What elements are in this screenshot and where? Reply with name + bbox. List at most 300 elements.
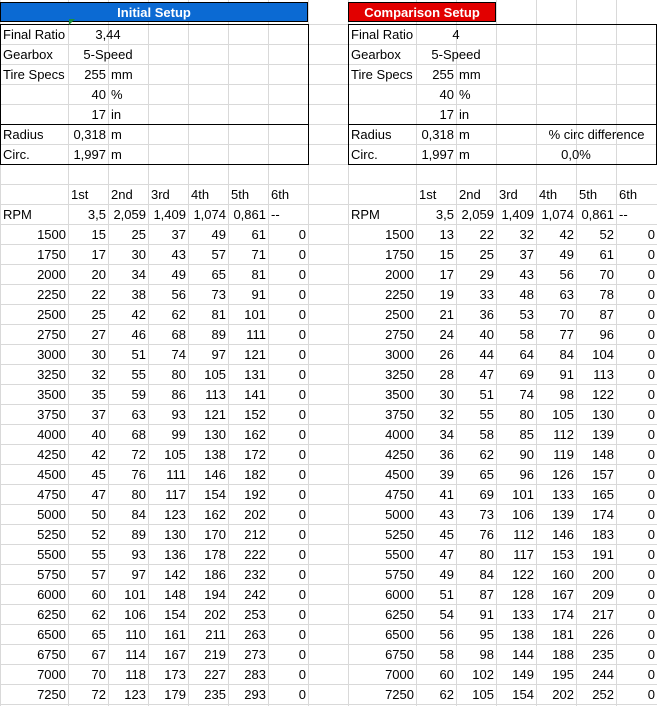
speed-cell[interactable]: 131 (244, 367, 266, 382)
speed-cell[interactable]: 153 (552, 547, 574, 562)
speed-cell[interactable]: 114 (125, 647, 146, 662)
speed-cell[interactable]: 32 (439, 407, 454, 422)
tire-rim-value[interactable]: 17 (439, 107, 454, 122)
speed-cell[interactable]: 62 (439, 687, 454, 702)
speed-cell[interactable]: 154 (512, 687, 534, 702)
speed-cell[interactable]: 0 (298, 267, 306, 282)
speed-cell[interactable]: 139 (552, 507, 574, 522)
rpm-cell[interactable]: 5750 (385, 567, 414, 582)
speed-cell[interactable]: 61 (599, 247, 614, 262)
speed-cell[interactable]: 30 (91, 347, 106, 362)
speed-cell[interactable]: 118 (125, 667, 146, 682)
speed-cell[interactable]: 0 (647, 467, 655, 482)
speed-cell[interactable]: 87 (479, 587, 494, 602)
rpm-cell[interactable]: 1500 (37, 227, 66, 242)
speed-cell[interactable]: 146 (204, 467, 226, 482)
speed-cell[interactable]: 51 (439, 587, 454, 602)
rpm-cell[interactable]: 1750 (37, 247, 66, 262)
rpm-cell[interactable]: 5500 (37, 547, 66, 562)
speed-cell[interactable]: 58 (479, 427, 494, 442)
speed-cell[interactable]: 202 (204, 607, 226, 622)
speed-cell[interactable]: 130 (164, 527, 186, 542)
speed-cell[interactable]: 51 (479, 387, 494, 402)
rpm-label[interactable]: RPM (351, 207, 380, 222)
rpm-cell[interactable]: 4250 (385, 447, 414, 462)
speed-cell[interactable]: 101 (512, 487, 534, 502)
speed-cell[interactable]: 0 (647, 247, 655, 262)
speed-cell[interactable]: 43 (171, 247, 186, 262)
speed-cell[interactable]: 67 (91, 647, 106, 662)
speed-cell[interactable]: 136 (164, 547, 186, 562)
speed-cell[interactable]: 211 (205, 627, 226, 642)
final-ratio-label[interactable]: Final Ratio (3, 27, 66, 42)
speed-cell[interactable]: 0 (298, 647, 306, 662)
speed-cell[interactable]: 0 (298, 287, 306, 302)
speed-cell[interactable]: 0 (647, 307, 655, 322)
rpm-cell[interactable]: 2750 (385, 327, 414, 342)
speed-cell[interactable]: 222 (244, 547, 266, 562)
speed-cell[interactable]: 70 (559, 307, 574, 322)
speed-cell[interactable]: 60 (439, 667, 454, 682)
speed-cell[interactable]: 106 (512, 507, 534, 522)
speed-cell[interactable]: 49 (211, 227, 226, 242)
gearbox-value[interactable]: 5-Speed (431, 47, 481, 62)
speed-cell[interactable]: 80 (131, 487, 146, 502)
gear-ratio-cell[interactable]: 0,861 (581, 207, 614, 222)
speed-cell[interactable]: 42 (91, 447, 106, 462)
gear-ratio-cell[interactable]: 1,409 (153, 207, 186, 222)
speed-cell[interactable]: 128 (512, 587, 534, 602)
speed-cell[interactable]: 76 (479, 527, 494, 542)
speed-cell[interactable]: 84 (559, 347, 574, 362)
speed-cell[interactable]: 0 (647, 567, 655, 582)
speed-cell[interactable]: 0 (298, 387, 306, 402)
speed-cell[interactable]: 192 (244, 487, 266, 502)
speed-cell[interactable]: 96 (599, 327, 614, 342)
circ-value[interactable]: 1,997 (421, 147, 454, 162)
speed-cell[interactable]: 70 (599, 267, 614, 282)
tire-aspect-unit[interactable]: % (111, 87, 123, 102)
speed-cell[interactable]: 144 (512, 647, 534, 662)
speed-cell[interactable]: 0 (647, 487, 655, 502)
rpm-cell[interactable]: 3000 (37, 347, 66, 362)
speed-cell[interactable]: 97 (131, 567, 146, 582)
speed-cell[interactable]: 95 (479, 627, 494, 642)
speed-cell[interactable]: 0 (647, 627, 655, 642)
speed-cell[interactable]: 273 (244, 647, 266, 662)
speed-cell[interactable]: 0 (298, 507, 306, 522)
speed-cell[interactable]: 91 (479, 607, 494, 622)
speed-cell[interactable]: 105 (164, 447, 186, 462)
speed-cell[interactable]: 60 (91, 587, 106, 602)
rpm-cell[interactable]: 5000 (37, 507, 66, 522)
speed-cell[interactable]: 0 (298, 487, 306, 502)
speed-cell[interactable]: 104 (592, 347, 614, 362)
speed-cell[interactable]: 0 (298, 547, 306, 562)
speed-cell[interactable]: 148 (164, 587, 186, 602)
speed-cell[interactable]: 105 (552, 407, 574, 422)
speed-cell[interactable]: 101 (124, 587, 146, 602)
speed-cell[interactable]: 217 (592, 607, 614, 622)
speed-cell[interactable]: 85 (519, 427, 534, 442)
rpm-cell[interactable]: 4500 (385, 467, 414, 482)
speed-cell[interactable]: 130 (204, 427, 226, 442)
speed-cell[interactable]: 17 (439, 267, 454, 282)
rpm-cell[interactable]: 6250 (37, 607, 66, 622)
speed-cell[interactable]: 174 (552, 607, 574, 622)
speed-cell[interactable]: 74 (171, 347, 186, 362)
tire-width-value[interactable]: 255 (84, 67, 106, 82)
speed-cell[interactable]: 64 (519, 347, 534, 362)
speed-cell[interactable]: 123 (164, 507, 186, 522)
radius-unit[interactable]: m (111, 127, 122, 142)
gear-header[interactable]: 3rd (151, 187, 170, 202)
speed-cell[interactable]: 25 (479, 247, 494, 262)
speed-cell[interactable]: 119 (553, 447, 574, 462)
speed-cell[interactable]: 111 (246, 327, 266, 342)
tire-rim-unit[interactable]: in (111, 107, 122, 122)
speed-cell[interactable]: 45 (91, 467, 106, 482)
gear-ratio-cell[interactable]: -- (619, 207, 628, 222)
speed-cell[interactable]: 70 (91, 667, 106, 682)
speed-cell[interactable]: 43 (519, 267, 534, 282)
speed-cell[interactable]: 227 (204, 667, 226, 682)
speed-cell[interactable]: 47 (91, 487, 106, 502)
speed-cell[interactable]: 194 (204, 587, 226, 602)
speed-cell[interactable]: 126 (552, 467, 574, 482)
speed-cell[interactable]: 202 (244, 507, 266, 522)
speed-cell[interactable]: 0 (298, 307, 306, 322)
speed-cell[interactable]: 160 (552, 567, 574, 582)
speed-cell[interactable]: 0 (298, 407, 306, 422)
speed-cell[interactable]: 41 (439, 487, 454, 502)
speed-cell[interactable]: 35 (91, 387, 106, 402)
speed-cell[interactable]: 209 (592, 587, 614, 602)
speed-cell[interactable]: 32 (91, 367, 106, 382)
speed-cell[interactable]: 56 (171, 287, 186, 302)
speed-cell[interactable]: 133 (512, 607, 534, 622)
rpm-cell[interactable]: 6000 (385, 587, 414, 602)
speed-cell[interactable]: 30 (131, 247, 146, 262)
gearbox-label[interactable]: Gearbox (3, 47, 53, 62)
radius-value[interactable]: 0,318 (73, 127, 106, 142)
speed-cell[interactable]: 29 (479, 267, 494, 282)
speed-cell[interactable]: 191 (592, 547, 614, 562)
rpm-cell[interactable]: 4750 (385, 487, 414, 502)
speed-cell[interactable]: 235 (592, 647, 614, 662)
tire-width-unit[interactable]: mm (459, 67, 481, 82)
speed-cell[interactable]: 105 (204, 367, 226, 382)
speed-cell[interactable]: 138 (204, 447, 226, 462)
speed-cell[interactable]: 15 (439, 247, 454, 262)
gear-header[interactable]: 5th (579, 187, 598, 202)
gear-header[interactable]: 6th (271, 187, 290, 202)
speed-cell[interactable]: 226 (592, 627, 614, 642)
speed-cell[interactable]: 42 (131, 307, 146, 322)
speed-cell[interactable]: 53 (519, 307, 534, 322)
radius-label[interactable]: Radius (3, 127, 44, 142)
speed-cell[interactable]: 117 (513, 547, 534, 562)
circ-value[interactable]: 1,997 (73, 147, 106, 162)
speed-cell[interactable]: 0 (298, 627, 306, 642)
rpm-cell[interactable]: 4500 (37, 467, 66, 482)
gear-ratio-cell[interactable]: 1,409 (501, 207, 534, 222)
speed-cell[interactable]: 71 (251, 247, 266, 262)
speed-cell[interactable]: 21 (439, 307, 454, 322)
circ-difference-label[interactable]: % circ difference (548, 127, 645, 142)
final-ratio-value[interactable]: 3,44 (95, 27, 121, 42)
speed-cell[interactable]: 57 (91, 567, 106, 582)
speed-cell[interactable]: 26 (439, 347, 454, 362)
speed-cell[interactable]: 34 (439, 427, 454, 442)
rpm-cell[interactable]: 2500 (37, 307, 66, 322)
gear-ratio-cell[interactable]: 0,861 (233, 207, 266, 222)
rpm-cell[interactable]: 6500 (37, 627, 66, 642)
speed-cell[interactable]: 84 (131, 507, 146, 522)
speed-cell[interactable]: 173 (164, 667, 186, 682)
speed-cell[interactable]: 56 (439, 627, 454, 642)
gear-ratio-cell[interactable]: 3,5 (435, 207, 454, 222)
speed-cell[interactable]: 62 (479, 447, 494, 462)
speed-cell[interactable]: 37 (519, 247, 534, 262)
tire-rim-value[interactable]: 17 (91, 107, 106, 122)
speed-cell[interactable]: 61 (251, 227, 266, 242)
rpm-label[interactable]: RPM (3, 207, 32, 222)
speed-cell[interactable]: 65 (91, 627, 106, 642)
speed-cell[interactable]: 102 (472, 667, 494, 682)
rpm-cell[interactable]: 6750 (37, 647, 66, 662)
speed-cell[interactable]: 62 (91, 607, 106, 622)
speed-cell[interactable]: 242 (244, 587, 266, 602)
speed-cell[interactable]: 0 (298, 347, 306, 362)
circ-unit[interactable]: m (459, 147, 470, 162)
rpm-cell[interactable]: 6500 (385, 627, 414, 642)
speed-cell[interactable]: 78 (599, 287, 614, 302)
gear-ratio-cell[interactable]: 2,059 (461, 207, 494, 222)
speed-cell[interactable]: 96 (519, 467, 534, 482)
tire-aspect-value[interactable]: 40 (439, 87, 454, 102)
gear-ratio-cell[interactable]: -- (271, 207, 280, 222)
speed-cell[interactable]: 63 (559, 287, 574, 302)
speed-cell[interactable]: 0 (647, 547, 655, 562)
rpm-cell[interactable]: 3750 (37, 407, 66, 422)
speed-cell[interactable]: 101 (244, 307, 266, 322)
speed-cell[interactable]: 72 (91, 687, 106, 702)
speed-cell[interactable]: 65 (211, 267, 226, 282)
speed-cell[interactable]: 49 (439, 567, 454, 582)
speed-cell[interactable]: 33 (479, 287, 494, 302)
speed-cell[interactable]: 28 (439, 367, 454, 382)
tire-aspect-unit[interactable]: % (459, 87, 471, 102)
rpm-cell[interactable]: 2250 (37, 287, 66, 302)
speed-cell[interactable]: 0 (647, 367, 655, 382)
speed-cell[interactable]: 17 (91, 247, 106, 262)
speed-cell[interactable]: 117 (165, 487, 186, 502)
speed-cell[interactable]: 49 (559, 247, 574, 262)
speed-cell[interactable]: 106 (124, 607, 146, 622)
tire-width-unit[interactable]: mm (111, 67, 133, 82)
speed-cell[interactable]: 27 (91, 327, 106, 342)
speed-cell[interactable]: 73 (479, 507, 494, 522)
rpm-cell[interactable]: 3500 (385, 387, 414, 402)
speed-cell[interactable]: 40 (479, 327, 494, 342)
speed-cell[interactable]: 58 (439, 647, 454, 662)
gear-header[interactable]: 6th (619, 187, 638, 202)
rpm-cell[interactable]: 4750 (37, 487, 66, 502)
speed-cell[interactable]: 0 (647, 407, 655, 422)
speed-cell[interactable]: 138 (512, 627, 534, 642)
gear-header[interactable]: 2nd (111, 187, 133, 202)
speed-cell[interactable]: 0 (647, 667, 655, 682)
speed-cell[interactable]: 91 (559, 367, 574, 382)
speed-cell[interactable]: 43 (439, 507, 454, 522)
speed-cell[interactable]: 162 (204, 507, 226, 522)
speed-cell[interactable]: 293 (244, 687, 266, 702)
speed-cell[interactable]: 63 (131, 407, 146, 422)
speed-cell[interactable]: 0 (298, 327, 306, 342)
speed-cell[interactable]: 54 (439, 607, 454, 622)
speed-cell[interactable]: 244 (592, 667, 614, 682)
rpm-cell[interactable]: 4250 (37, 447, 66, 462)
tire-width-value[interactable]: 255 (432, 67, 454, 82)
speed-cell[interactable]: 105 (472, 687, 494, 702)
rpm-cell[interactable]: 5250 (385, 527, 414, 542)
speed-cell[interactable]: 263 (244, 627, 266, 642)
speed-cell[interactable]: 219 (204, 647, 226, 662)
speed-cell[interactable]: 37 (91, 407, 106, 422)
speed-cell[interactable]: 45 (439, 527, 454, 542)
radius-label[interactable]: Radius (351, 127, 392, 142)
speed-cell[interactable]: 69 (479, 487, 494, 502)
speed-cell[interactable]: 47 (439, 547, 454, 562)
rpm-cell[interactable]: 6250 (385, 607, 414, 622)
rpm-cell[interactable]: 5750 (37, 567, 66, 582)
gear-ratio-cell[interactable]: 2,059 (113, 207, 146, 222)
speed-cell[interactable]: 157 (592, 467, 614, 482)
speed-cell[interactable]: 93 (171, 407, 186, 422)
speed-cell[interactable]: 98 (559, 387, 574, 402)
speed-cell[interactable]: 25 (91, 307, 106, 322)
speed-cell[interactable]: 65 (479, 467, 494, 482)
rpm-cell[interactable]: 1500 (385, 227, 414, 242)
speed-cell[interactable]: 0 (298, 427, 306, 442)
speed-cell[interactable]: 0 (298, 607, 306, 622)
speed-cell[interactable]: 57 (211, 247, 226, 262)
speed-cell[interactable]: 0 (647, 447, 655, 462)
speed-cell[interactable]: 38 (131, 287, 146, 302)
speed-cell[interactable]: 55 (131, 367, 146, 382)
speed-cell[interactable]: 80 (479, 547, 494, 562)
rpm-cell[interactable]: 3250 (385, 367, 414, 382)
speed-cell[interactable]: 235 (204, 687, 226, 702)
speed-cell[interactable]: 167 (552, 587, 574, 602)
speed-cell[interactable]: 30 (439, 387, 454, 402)
speed-cell[interactable]: 122 (592, 387, 614, 402)
speed-cell[interactable]: 76 (131, 467, 146, 482)
speed-cell[interactable]: 68 (171, 327, 186, 342)
speed-cell[interactable]: 52 (91, 527, 106, 542)
speed-cell[interactable]: 37 (171, 227, 186, 242)
speed-cell[interactable]: 149 (512, 667, 534, 682)
speed-cell[interactable]: 0 (647, 287, 655, 302)
rpm-cell[interactable]: 3250 (37, 367, 66, 382)
speed-cell[interactable]: 181 (552, 627, 574, 642)
speed-cell[interactable]: 80 (519, 407, 534, 422)
speed-cell[interactable]: 154 (204, 487, 226, 502)
speed-cell[interactable]: 0 (647, 387, 655, 402)
tire-rim-unit[interactable]: in (459, 107, 470, 122)
circ-unit[interactable]: m (111, 147, 122, 162)
speed-cell[interactable]: 89 (211, 327, 226, 342)
speed-cell[interactable]: 0 (647, 347, 655, 362)
rpm-cell[interactable]: 2000 (37, 267, 66, 282)
speed-cell[interactable]: 20 (91, 267, 106, 282)
speed-cell[interactable]: 121 (244, 347, 266, 362)
speed-cell[interactable]: 48 (519, 287, 534, 302)
speed-cell[interactable]: 174 (592, 507, 614, 522)
speed-cell[interactable]: 113 (205, 387, 226, 402)
speed-cell[interactable]: 0 (298, 587, 306, 602)
speed-cell[interactable]: 253 (244, 607, 266, 622)
speed-cell[interactable]: 62 (171, 307, 186, 322)
speed-cell[interactable]: 165 (592, 487, 614, 502)
speed-cell[interactable]: 86 (171, 387, 186, 402)
final-ratio-value[interactable]: 4 (452, 27, 460, 42)
speed-cell[interactable]: 55 (479, 407, 494, 422)
circ-label[interactable]: Circ. (351, 147, 378, 162)
speed-cell[interactable]: 81 (211, 307, 226, 322)
speed-cell[interactable]: 13 (439, 227, 454, 242)
rpm-cell[interactable]: 7000 (385, 667, 414, 682)
gear-header[interactable]: 2nd (459, 187, 481, 202)
speed-cell[interactable]: 0 (298, 667, 306, 682)
speed-cell[interactable]: 90 (519, 447, 534, 462)
rpm-cell[interactable]: 5500 (385, 547, 414, 562)
speed-cell[interactable]: 22 (479, 227, 494, 242)
rpm-cell[interactable]: 3750 (385, 407, 414, 422)
speed-cell[interactable]: 123 (124, 687, 146, 702)
speed-cell[interactable]: 202 (552, 687, 574, 702)
speed-cell[interactable]: 0 (647, 527, 655, 542)
speed-cell[interactable]: 89 (131, 527, 146, 542)
rpm-cell[interactable]: 7000 (37, 667, 66, 682)
speed-cell[interactable]: 161 (164, 627, 186, 642)
gear-ratio-cell[interactable]: 1,074 (541, 207, 574, 222)
speed-cell[interactable]: 58 (519, 327, 534, 342)
speed-cell[interactable]: 121 (204, 407, 226, 422)
speed-cell[interactable]: 84 (479, 567, 494, 582)
speed-cell[interactable]: 42 (559, 227, 574, 242)
gearbox-value[interactable]: 5-Speed (83, 47, 133, 62)
speed-cell[interactable]: 186 (204, 567, 226, 582)
speed-cell[interactable]: 73 (211, 287, 226, 302)
speed-cell[interactable]: 154 (164, 607, 186, 622)
speed-cell[interactable]: 139 (592, 427, 614, 442)
speed-cell[interactable]: 59 (131, 387, 146, 402)
speed-cell[interactable]: 212 (244, 527, 266, 542)
speed-cell[interactable]: 112 (553, 427, 574, 442)
speed-cell[interactable]: 80 (171, 367, 186, 382)
speed-cell[interactable]: 0 (647, 327, 655, 342)
speed-cell[interactable]: 167 (164, 647, 186, 662)
speed-cell[interactable]: 40 (91, 427, 106, 442)
speed-cell[interactable]: 182 (244, 467, 266, 482)
speed-cell[interactable]: 74 (519, 387, 534, 402)
speed-cell[interactable]: 148 (592, 447, 614, 462)
speed-cell[interactable]: 81 (251, 267, 266, 282)
speed-cell[interactable]: 146 (552, 527, 574, 542)
rpm-cell[interactable]: 2250 (385, 287, 414, 302)
